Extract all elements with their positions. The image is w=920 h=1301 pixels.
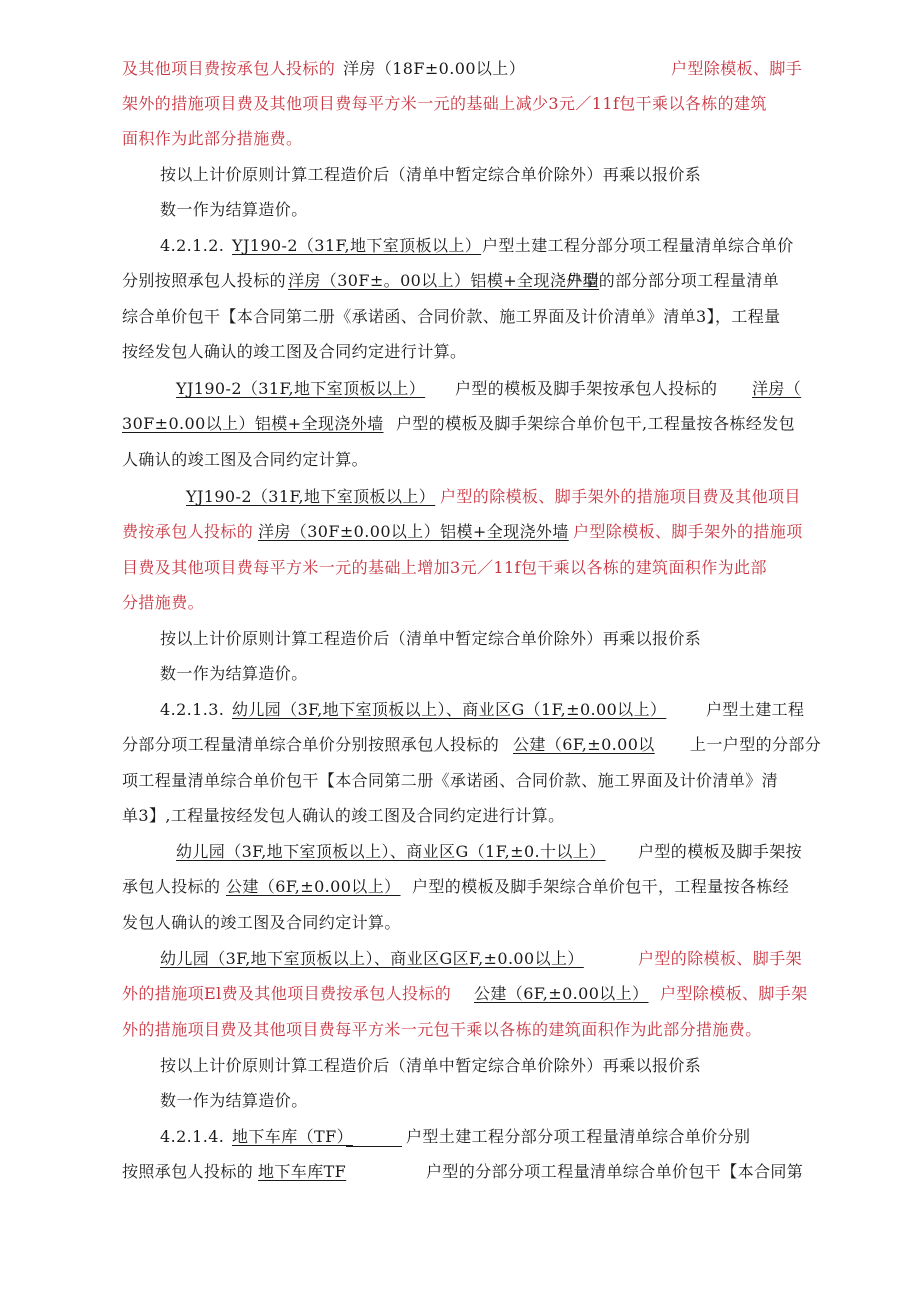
p3-l2-a: 分别按照承包人投标的 [122,271,287,290]
p8-l1-a: 幼儿园（3F,地下室顶板以上）、商业区G（1F,±0.十以上） [176,842,606,861]
p10-line-1 [0,1049,920,1083]
p3-l3: 综合单价包干【本合同第二册《承诺函、合同价款、施工界面及计价清单》清单3】，工程量 [122,307,781,326]
p7-l1-c: 户型土建工程 [706,700,805,719]
p10-l1: 按以上计价原则计算工程造价后（清单中暂定综合单价除外）再乘以报价系 [160,1056,702,1075]
p4-l2-a: 30F±0.00以上）铝模+全现浇外墙 [122,414,384,433]
p6-l2: 数一作为结算造价。 [160,664,308,683]
p11-l2-b: 地下车库TF [258,1162,347,1181]
p11-line-1 [0,1120,920,1154]
p9-l3: 外的措施项目费及其他项目费每平方米一元包干乘以各栋的建筑面积作为此部分措施费。 [122,1020,762,1039]
p7-l2-a: 分部分项工程量清单综合单价分别按照承包人投标的 [122,735,500,754]
p5-line-2 [0,515,920,549]
p4-l3: 人确认的竣工图及合同约定计算。 [122,450,369,469]
p9-line-3 [0,1013,920,1047]
p8-l1-b: 户型的模板及脚手架按 [638,842,803,861]
p11-line-2 [0,1155,920,1189]
p10-l2: 数一作为结算造价。 [160,1091,308,1110]
p7-l2-b: 公建（6F,±0.00以 [513,735,655,754]
p4-l1-b: 户型的模板及脚手架按承包人投标的 [455,379,718,398]
p5-line-4 [0,586,920,620]
p6-l1: 按以上计价原则计算工程造价后（清单中暂定综合单价除外）再乘以报价系 [160,629,702,648]
p5-l2-a: 费按承包人投标的 [122,522,254,541]
p11-l2-c: 户型的分部分项工程量清单综合单价包干【本合同第 [426,1162,804,1181]
p9-l1-a: 幼儿园（3F,地下室顶板以上）、商业区G区F,±0.00以上） [160,949,584,968]
p7-line-4 [0,799,920,833]
p9-l2-b: 公建（6F,±0.00以上） [474,984,649,1003]
p6-line-1 [0,622,920,656]
p3-l1-c: 户型土建工程分部分项工程量清单综合单价 [482,236,794,255]
p1-line-3 [0,122,920,156]
p7-l4: 单3】,工程量按经发包人确认的竣工图及合同约定进行计算。 [122,806,565,825]
p9-line-2 [0,977,920,1011]
p7-l1-b: 幼儿园（3F,地下室顶板以上）、商业区G（1F,±0.00以上） [232,700,667,719]
p2-line-2 [0,193,920,227]
p7-l3: 项工程量清单综合单价包干【本合同第二册《承诺函、合同价款、施工界面及计价清单》清 [122,771,779,790]
p11-l1-blank [346,1120,402,1147]
p7-line-3 [0,764,920,798]
p2-line-1 [0,158,920,192]
p1-l2: 架外的措施项目费及其他项目费每平方米一元的基础上减少3元／11f包干乘以各栋的建筑 [122,94,767,113]
p1-l1-b: 洋房（18F±0.00以上） [343,59,526,78]
p4-line-2 [0,407,920,441]
p10-line-2 [0,1084,920,1118]
p6-line-2 [0,657,920,691]
p3-l2-c: 户型的部分部分项工程量清单 [566,271,780,290]
p8-l2-c: 户型的模板及脚手架综合单价包干，工程量按各栋经 [412,877,790,896]
p1-l1-a: 及其他项目费按承包人投标的 [122,59,336,78]
p8-line-2 [0,870,920,904]
p7-l2-c: 上一户型的分部分 [690,735,822,754]
p9-l2-a: 外的措施项El费及其他项目费按承包人投标的 [122,984,452,1003]
p2-l1: 按以上计价原则计算工程造价后（清单中暂定综合单价除外）再乘以报价系 [160,165,702,184]
p3-line-1 [0,229,920,263]
p9-l2-c: 户型除模板、脚手架 [660,984,808,1003]
p8-line-3 [0,906,920,940]
p1-l1-c: 户型除模板、脚手 [671,59,803,78]
p5-l2-b: 洋房（30F±0.00以上）铝模+全现浇外墙 [258,522,569,541]
p4-l1-c: 洋房（ [752,379,802,398]
p5-l4: 分措施费。 [122,593,205,612]
p7-line-1 [0,693,920,727]
p4-l1-a: YJ190-2（31F,地下室顶板以上） [176,379,426,398]
p1-line-2 [0,87,920,121]
p5-line-1 [0,480,920,514]
p1-line-1 [0,52,920,86]
p2-l2: 数一作为结算造价。 [160,200,308,219]
p5-l2-c: 户型除模板、脚手架外的措施项 [573,522,803,541]
p5-l3: 目费及其他项目费每平方米一元的基础上增加3元／11f包干乘以各栋的建筑面积作为此部 [122,558,767,577]
p3-l1-a: 4.2.1.2. [160,236,225,255]
p3-line-2 [0,264,920,298]
p9-l1-b: 户型的除模板、脚手架 [638,949,803,968]
p5-line-3 [0,551,920,585]
p11-l1-a: 4.2.1.4. [160,1127,225,1146]
p8-l2-a: 承包人投标的 [122,877,221,896]
p8-l2-b: 公建（6F,±0.00以上） [226,877,401,896]
p11-l1-b: 地下车库（TF） [232,1127,353,1146]
p5-l1-b: 户型的除模板、脚手架外的措施项目费及其他项目 [440,487,801,506]
p7-l1-a: 4.2.1.3. [160,700,225,719]
p8-line-1 [0,835,920,869]
p3-l1-b: YJ190-2（31F,地下室顶板以上） [232,236,482,255]
p3-line-3 [0,300,920,334]
p4-line-1 [0,372,920,406]
p3-line-4 [0,335,920,369]
p5-l1-a: YJ190-2（31F,地下室顶板以上） [186,487,436,506]
p11-l2-a: 按照承包人投标的 [122,1162,254,1181]
p3-l2-b: 洋房（30F±。00以上）铝模+全现浇外墙 [288,271,600,290]
p8-l3: 发包人确认的竣工图及合同约定计算。 [122,913,401,932]
p4-l2-b: 户型的模板及脚手架综合单价包干,工程量按各栋经发包 [396,414,796,433]
p7-line-2 [0,728,920,762]
p11-l1-c: 户型土建工程分部分项工程量清单综合单价分别 [406,1127,751,1146]
p4-line-3 [0,443,920,477]
p1-l3: 面积作为此部分措施费。 [122,129,303,148]
p9-line-1 [0,942,920,976]
p3-l4: 按经发包人确认的竣工图及合同约定进行计算。 [122,342,467,361]
